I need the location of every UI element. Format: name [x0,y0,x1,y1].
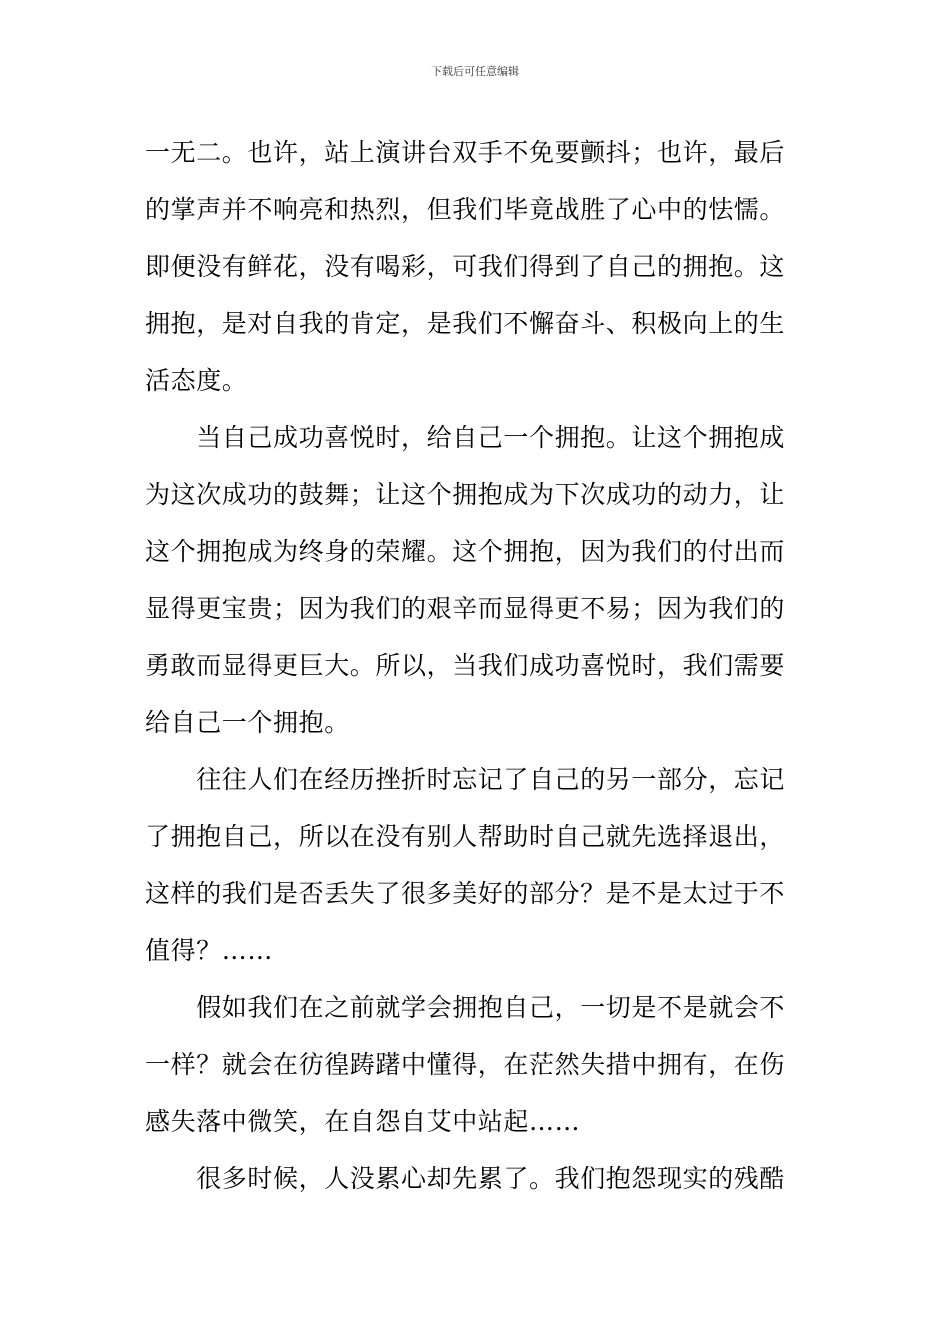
text-line: 拥抱，是对自我的肯定，是我们不懈奋斗、积极向上的生 [145,309,786,338]
text-line: 了拥抱自己，所以在没有别人帮助时自己就先选择退出， [145,822,786,851]
text-line: 给自己一个拥抱。 [145,708,350,737]
text-line: 感失落中微笑，在自怨自艾中站起…… [145,1107,581,1136]
text-line: 即便没有鲜花，没有喝彩，可我们得到了自己的拥抱。这 [145,252,786,281]
text-line: 显得更宝贵；因为我们的艰辛而显得更不易；因为我们的 [145,594,786,623]
text-line: 一无二。也许，站上演讲台双手不免要颤抖；也许，最后 [145,138,786,167]
text-line: 这样的我们是否丢失了很多美好的部分？是不是太过于不 [145,879,786,908]
text-line: 勇敢而显得更巨大。所以，当我们成功喜悦时，我们需要 [145,651,786,680]
text-line: 为这次成功的鼓舞；让这个拥抱成为下次成功的动力，让 [145,480,786,509]
text-line: 的掌声并不响亮和热烈，但我们毕竟战胜了心中的怯懦。 [145,195,786,224]
text-line: 这个拥抱成为终身的荣耀。这个拥抱，因为我们的付出而 [145,537,786,566]
text-line: 很多时候，人没累心却先累了。我们抱怨现实的残酷 [145,1164,786,1193]
document-body [145,124,809,1207]
text-line: 一样？就会在彷徨踌躇中懂得，在茫然失措中拥有，在伤 [145,1050,786,1079]
text-line: 假如我们在之前就学会拥抱自己，一切是不是就会不 [145,993,786,1022]
page-header: 下载后可任意编辑 [431,65,519,78]
text-line: 往往人们在经历挫折时忘记了自己的另一部分，忘记 [145,765,786,794]
text-line: 当自己成功喜悦时，给自己一个拥抱。让这个拥抱成 [145,423,786,452]
text-line: 值得？…… [145,936,274,965]
text-line: 活态度。 [145,366,248,395]
